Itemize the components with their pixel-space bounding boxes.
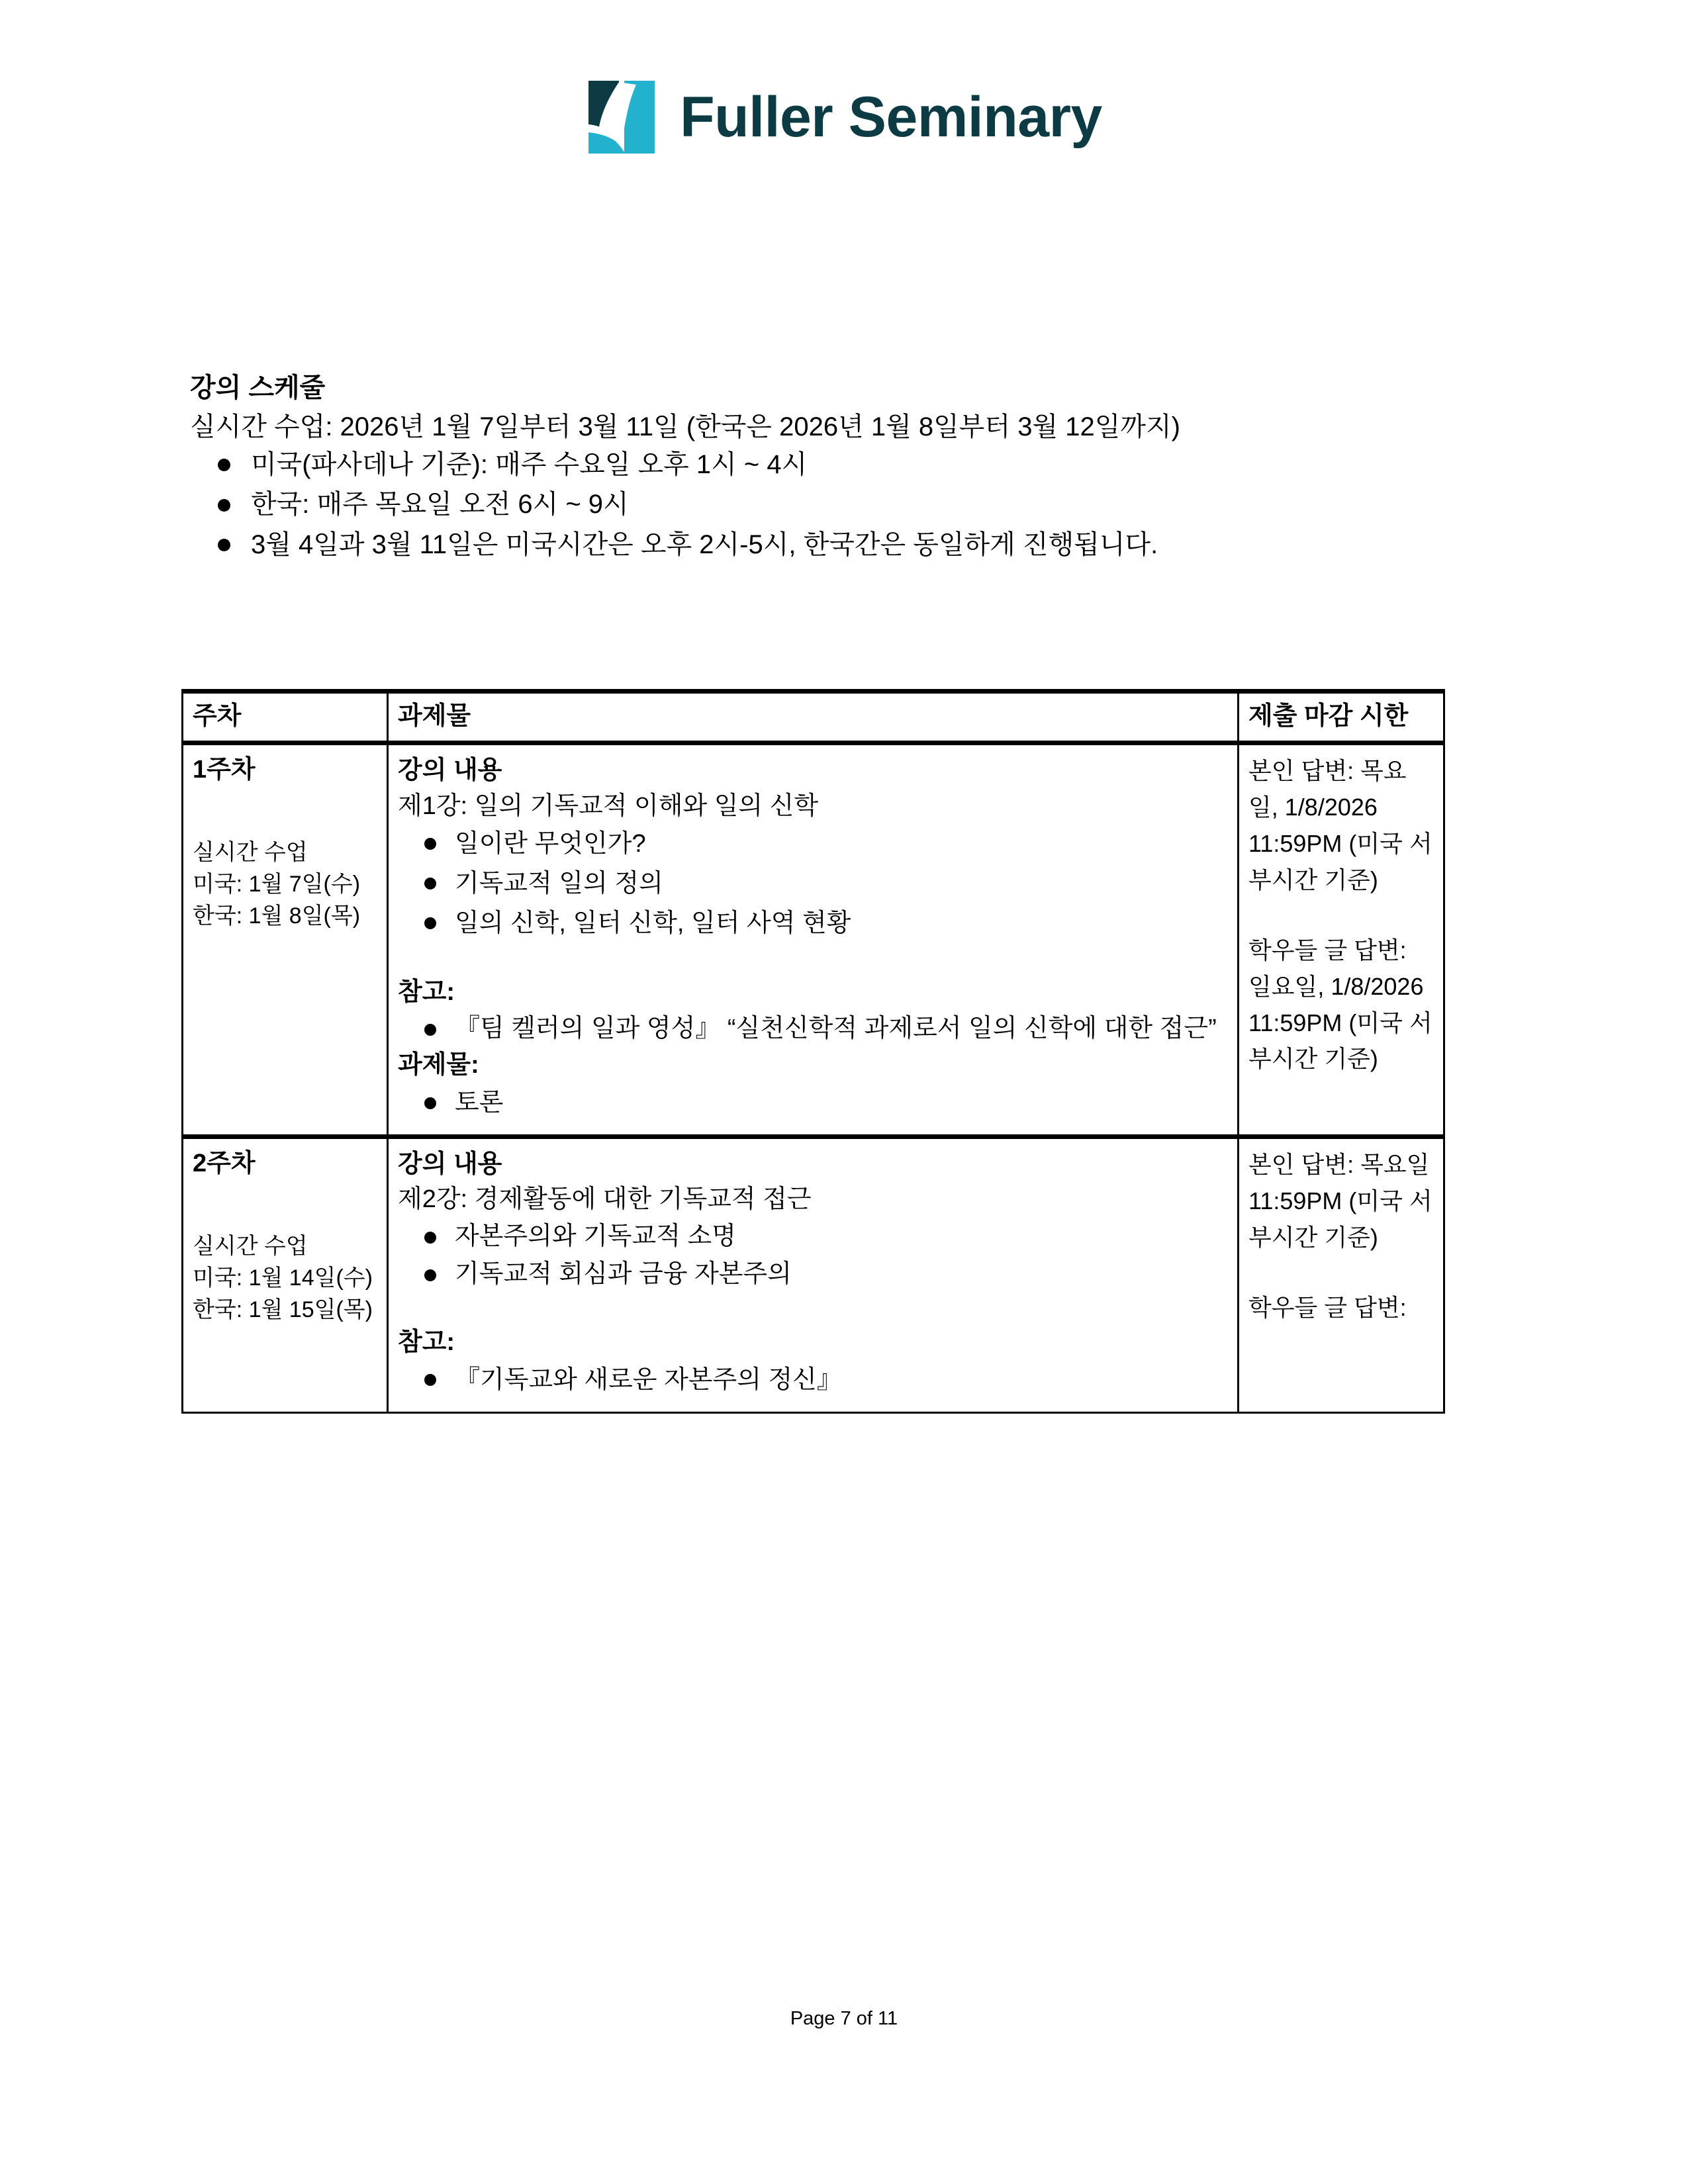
list-item: 기독교적 일의 정의 [398,864,1228,903]
spacer [193,788,377,837]
content-heading: 강의 내용 [398,1150,502,1179]
list-item: 기독교적 회심과 금융 자본주의 [398,1255,1228,1293]
column-header-week: 주차 [183,692,388,743]
assignment-heading: 과제물: [398,1051,479,1079]
due-peer-response: 학우들 글 답변: 일요일, 1/8/2026 11:59PM (미국 서부시간 기준) [1248,936,1432,1073]
list-item: 토론 [398,1083,1228,1122]
column-header-due: 제출 마감 시한 [1239,692,1444,743]
due-peer-response: 학우들 글 답변: [1248,1294,1407,1322]
lecture-point-list [398,824,1228,943]
week-date-kr: 한국: 1월 15일(목) [193,1297,373,1323]
list-item: 한국: 매주 목요일 오전 6시 ~ 9시 [190,484,1507,525]
lecture-title: 제1강: 일의 기독교적 이해와 일의 신학 [398,792,819,820]
intro-bullet-list [190,445,1507,565]
table-header-row [183,692,1444,743]
list-item: 일의 신학, 일터 신학, 일터 사역 현황 [398,903,1228,943]
list-item: 미국(파사데나 기준): 매주 수요일 오후 1시 ~ 4시 [190,445,1507,485]
page-footer [0,2005,1688,2032]
task-cell [388,1137,1239,1413]
reference-heading: 참고: [398,1328,455,1356]
week-title: 2주차 [193,1150,256,1178]
week-cell [183,743,388,1137]
list-item: 『기독교와 새로운 자본주의 정신』 [398,1360,1228,1400]
spacer [1248,1255,1434,1290]
list-item: 자본주의와 기독교적 소명 [398,1218,1228,1255]
table-row [183,1137,1444,1413]
page-number: Page 7 of 11 [790,2008,898,2029]
page-title: 강의 스케줄 [190,373,326,402]
reference-heading: 참고: [398,978,455,1006]
content-heading: 강의 내용 [398,756,502,785]
due-own-response: 본인 답변: 목요일, 1/8/2026 11:59PM (미국 서부시간 기준) [1248,757,1432,893]
spacer [1248,898,1434,933]
lecture-point-list [398,1218,1228,1293]
week-date-us: 미국: 1월 14일(수) [193,1265,373,1291]
due-cell [1239,743,1444,1137]
week-date-us: 미국: 1월 7일(수) [193,871,361,897]
due-cell [1239,1137,1444,1413]
week-mode: 실시간 수업 [193,1233,308,1259]
brand-lockup [586,78,1102,156]
lecture-title: 제2강: 경제활동에 대한 기독교적 접근 [398,1185,812,1214]
spacer [398,1293,1228,1325]
reference-list [398,1010,1228,1048]
spacer [398,943,1228,975]
brand-wordmark: Fuller Seminary [680,85,1102,149]
reference-list [398,1360,1228,1400]
open-book-icon [586,78,657,156]
list-item: 3월 4일과 3월 11일은 미국시간은 오후 2시-5시, 한국간은 동일하게 진행됩니다. [190,525,1507,565]
due-own-response: 본인 답변: 목요일 11:59PM (미국 서부시간 기준) [1248,1151,1432,1251]
assignment-list [398,1083,1228,1122]
week-date-kr: 한국: 1월 8일(목) [193,903,361,929]
week-cell [183,1137,388,1413]
column-header-task: 과제물 [388,692,1239,743]
week-title: 1주차 [193,756,256,784]
intro-section [190,371,1507,565]
brand-header [0,0,1688,156]
table-row [183,743,1444,1137]
schedule-table [181,689,1445,1414]
list-item: 『팀 켈러의 일과 영성』 “실천신학적 과제로서 일의 신학에 대한 접근” [398,1010,1228,1048]
task-cell [388,743,1239,1137]
list-item: 일이란 무엇인가? [398,824,1228,864]
schedule-summary: 실시간 수업: 2026년 1월 7일부터 3월 11일 (한국은 2026년 1월 8일부터 3월 12일까지) [190,412,1180,441]
week-mode: 실시간 수업 [193,839,308,865]
spacer [193,1181,377,1230]
